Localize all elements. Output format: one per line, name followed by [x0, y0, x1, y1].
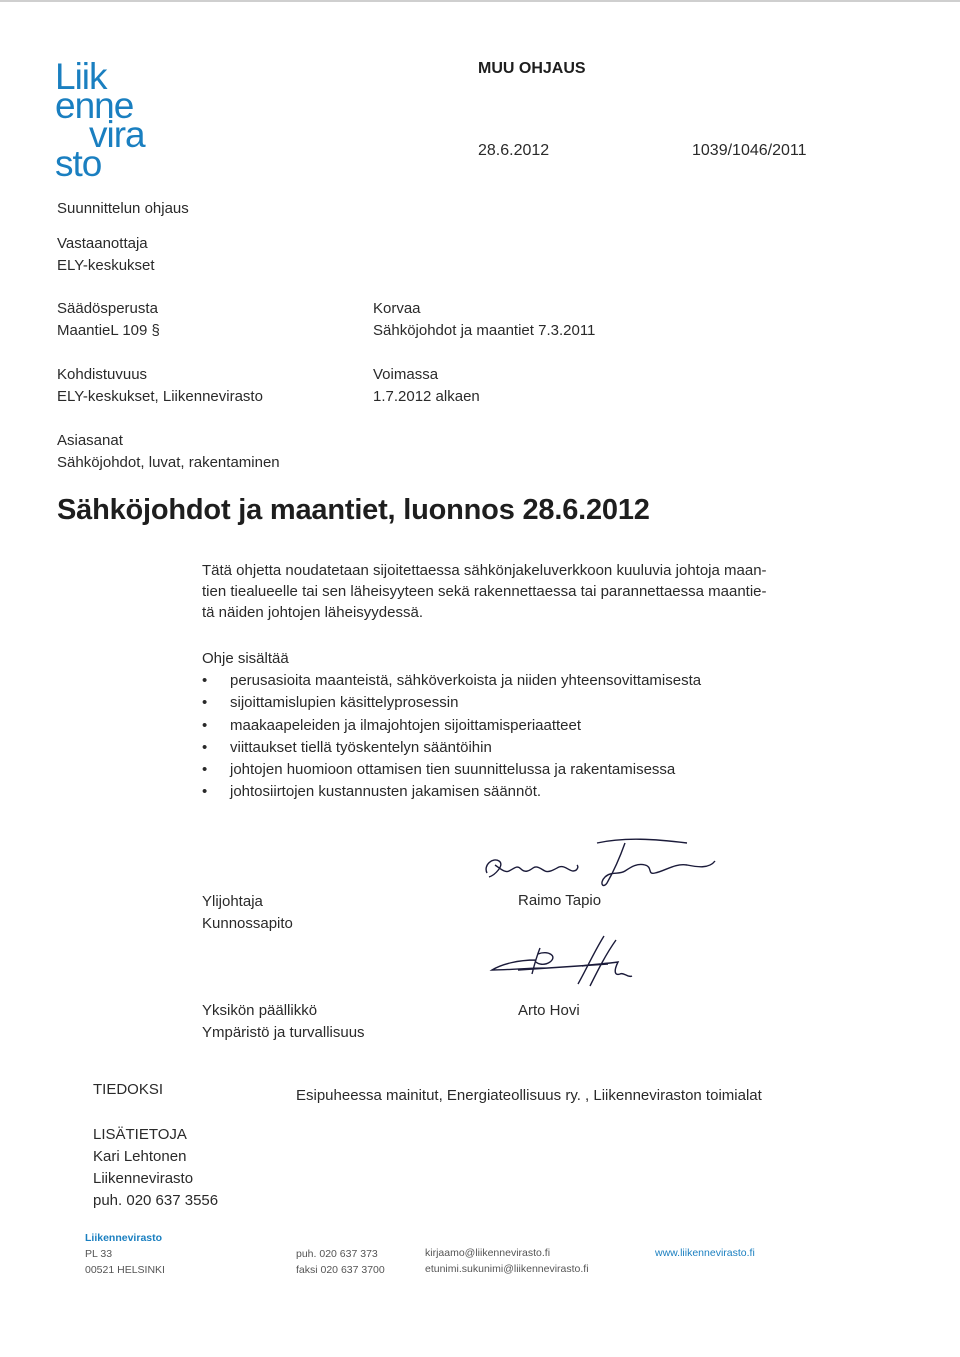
signatory-1-name: Raimo Tapio — [518, 892, 602, 909]
valid-value: 1.7.2012 alkaen — [373, 388, 480, 405]
more-info-name: Kari Lehtonen — [93, 1148, 187, 1165]
legal-basis-label: Säädösperusta — [57, 300, 158, 317]
keywords-label: Asiasanat — [57, 432, 123, 449]
list-item: • johtojen huomioon ottamisen tien suunnittelussa ja rakentamisessa — [202, 759, 701, 781]
footer-email-personal[interactable]: etunimi.sukunimi@liikennevirasto.fi — [425, 1263, 589, 1275]
intro-line: tien tiealueelle tai sen läheisyyteen sekä rakennettaessa tai parannettaessa maantie- — [202, 583, 767, 600]
signatory-2-title: Yksikön päällikkö — [202, 1002, 318, 1019]
footer-phone: puh. 020 637 373 — [296, 1248, 378, 1260]
footer-website-link[interactable]: www.liikennevirasto.fi — [655, 1247, 755, 1259]
footer-org: Liikennevirasto — [85, 1232, 163, 1244]
distribution-label: TIEDOKSI — [93, 1081, 164, 1098]
list-item: • sijoittamislupien käsittelyprosessin — [202, 692, 701, 714]
distribution-value: Esipuheessa mainitut, Energiateollisuus ry. , Liikenneviraston toimialat — [296, 1087, 762, 1104]
footer-email-registry[interactable]: kirjaamo@liikennevirasto.fi — [425, 1247, 551, 1259]
logo-line-1: Liik — [55, 56, 107, 97]
list-item: • perusasioita maanteistä, sähköverkoista ja niiden yhteensovittamisesta — [202, 670, 701, 692]
valid-label: Voimassa — [373, 366, 439, 383]
target-label: Kohdistuvuus — [57, 366, 148, 383]
logo-line-2: enne — [55, 85, 134, 126]
intro-line: tä näiden johtojen läheisyydessä. — [202, 604, 423, 621]
intro-line: Tätä ohjetta noudatetaan sijoitettaessa sähkönjakeluverkkoon kuuluvia johtoja maan- — [202, 562, 767, 579]
intro-paragraph — [202, 560, 832, 623]
legal-basis-value: MaantieL 109 § — [57, 322, 160, 339]
replaces-label: Korvaa — [373, 300, 421, 317]
signatory-1-unit: Kunnossapito — [202, 915, 293, 932]
footer-fax: faksi 020 637 3700 — [296, 1264, 385, 1276]
signatory-2-unit: Ympäristö ja turvallisuus — [202, 1024, 365, 1041]
document-title: Sähköjohdot ja maantiet, luonnos 28.6.2012 — [57, 494, 650, 526]
scan-top-edge — [0, 0, 960, 2]
list-item: • maakaapeleiden ja ilmajohtojen sijoittamisperiaatteet — [202, 715, 701, 737]
document-type: MUU OHJAUS — [478, 60, 586, 77]
footer-box: PL 33 — [85, 1248, 113, 1260]
signature-raimo-tapio — [475, 835, 735, 895]
department: Suunnittelun ohjaus — [57, 200, 189, 217]
target-value: ELY-keskukset, Liikennevirasto — [57, 388, 263, 405]
document-reference: 1039/1046/2011 — [692, 142, 807, 159]
recipient-value: ELY-keskukset — [57, 257, 155, 274]
logo-line-4: sto — [55, 143, 102, 184]
keywords-value: Sähköjohdot, luvat, rakentaminen — [57, 454, 280, 471]
more-info-phone: puh. 020 637 3556 — [93, 1192, 219, 1209]
more-info-org: Liikennevirasto — [93, 1170, 194, 1187]
more-info-label: LISÄTIETOJA — [93, 1126, 187, 1143]
signatory-2-name: Arto Hovi — [518, 1002, 580, 1019]
contents-list — [202, 670, 701, 804]
footer-postal: 00521 HELSINKI — [85, 1264, 165, 1276]
liikennevirasto-logo — [55, 56, 165, 184]
signature-arto-hovi — [478, 930, 678, 1000]
list-item: • johtosiirtojen kustannusten jakamisen säännöt. — [202, 781, 701, 803]
list-item: • viittaukset tiellä työskentelyn sääntöihin — [202, 737, 701, 759]
recipient-label: Vastaanottaja — [57, 235, 148, 252]
contents-label: Ohje sisältää — [202, 650, 289, 667]
logo-line-3: vira — [89, 114, 145, 155]
document-date: 28.6.2012 — [478, 142, 550, 159]
signatory-1-title: Ylijohtaja — [202, 893, 263, 910]
replaces-value: Sähköjohdot ja maantiet 7.3.2011 — [373, 322, 596, 339]
